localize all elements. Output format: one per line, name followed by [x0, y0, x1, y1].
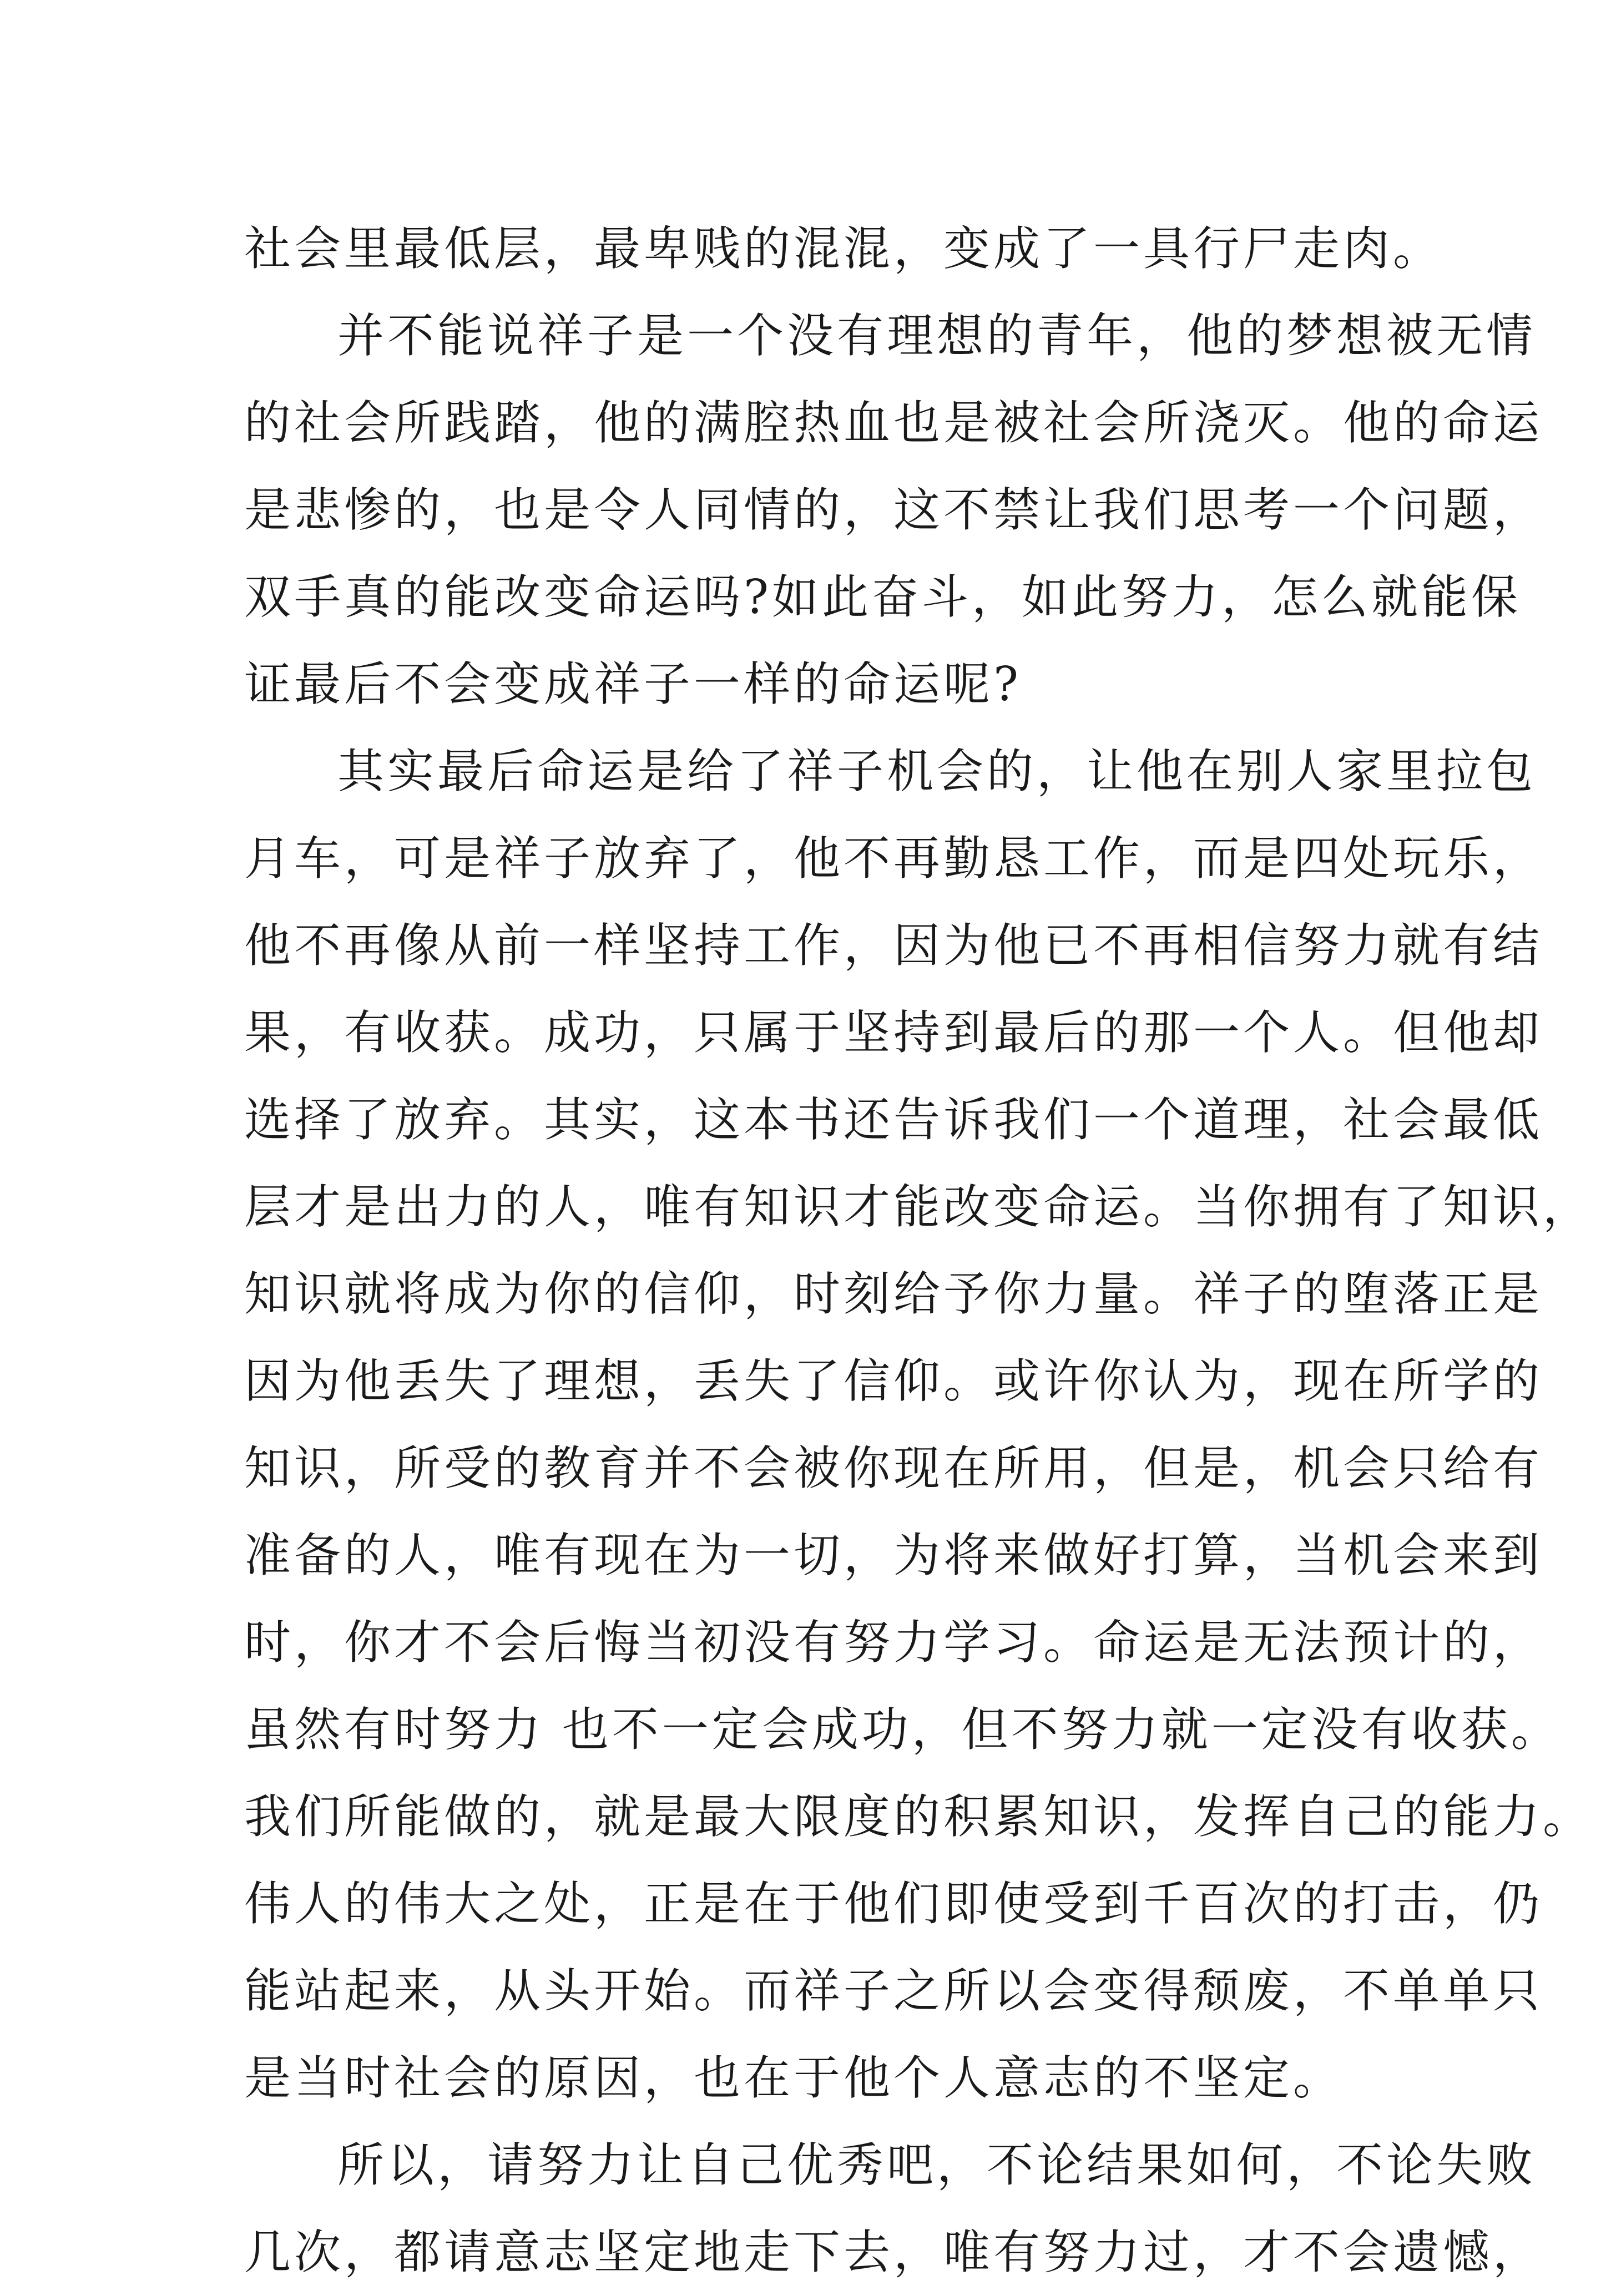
text-line: 层才是出力的人，唯有知识才能改变命运。当你拥有了知识，	[244, 1180, 1593, 1234]
body-text	[244, 205, 1593, 2296]
text-line: 双手真的能改变命运吗?如此奋斗，如此努力，怎么就能保	[244, 570, 1522, 624]
text-line: 能站起来，从头开始。而祥子之所以会变得颓废，不单单只	[244, 1964, 1543, 2018]
text-line: 选择了放弃。其实，这本书还告诉我们一个道理，社会最低	[244, 1093, 1543, 1147]
text-line: 知识就将成为你的信仰，时刻给予你力量。祥子的堕落正是	[244, 1267, 1543, 1321]
text-line: 的社会所践踏，他的满腔热血也是被社会所浇灭。他的命运	[244, 396, 1543, 450]
text-line: 准备的人，唯有现在为一切，为将来做好打算，当机会来到	[244, 1528, 1543, 1582]
paragraph-start-line: 所以，请努力让自己优秀吧，不论结果如何，不论失败	[337, 2138, 1537, 2192]
paragraph-start-line: 其实最后命运是给了祥子机会的，让他在别人家里拉包	[337, 744, 1537, 798]
text-line: 果，有收获。成功，只属于坚持到最后的那一个人。但他却	[244, 1005, 1543, 1060]
text-line: 伟人的伟大之处，正是在于他们即使受到千百次的打击，仍	[244, 1877, 1543, 1931]
text-line: 月车，可是祥子放弃了，他不再勤恳工作，而是四处玩乐，	[244, 831, 1543, 886]
text-line: 我们所能做的，就是最大限度的积累知识，发挥自己的能力。	[244, 1789, 1593, 1844]
paragraph-start-line: 并不能说祥子是一个没有理想的青年，他的梦想被无情	[337, 309, 1537, 363]
text-line: 他不再像从前一样坚持工作，因为他已不再相信努力就有结	[244, 918, 1543, 973]
text-line: 虽然有时努力 也不一定会成功，但不努力就一定没有收获。	[244, 1702, 1561, 1757]
text-line: 因为他丢失了理想，丢失了信仰。或许你认为，现在所学的	[244, 1354, 1543, 1408]
text-line: 时，你才不会后悔当初没有努力学习。命运是无法预计的，	[244, 1615, 1543, 1670]
text-line: 几次，都请意志坚定地走下去，唯有努力过，才不会遗憾，	[244, 2225, 1543, 2279]
text-line: 是悲惨的，也是令人同情的，这不禁让我们思考一个问题，	[244, 483, 1543, 537]
text-line: 知识，所受的教育并不会被你现在所用，但是，机会只给有	[244, 1441, 1543, 1495]
text-line: 证最后不会变成祥子一样的命运呢?	[244, 657, 1022, 711]
text-line: 社会里最低层，最卑贱的混混，变成了一具行尸走肉。	[244, 221, 1443, 276]
text-line: 是当时社会的原因，也在于他个人意志的不坚定。	[244, 2051, 1344, 2105]
